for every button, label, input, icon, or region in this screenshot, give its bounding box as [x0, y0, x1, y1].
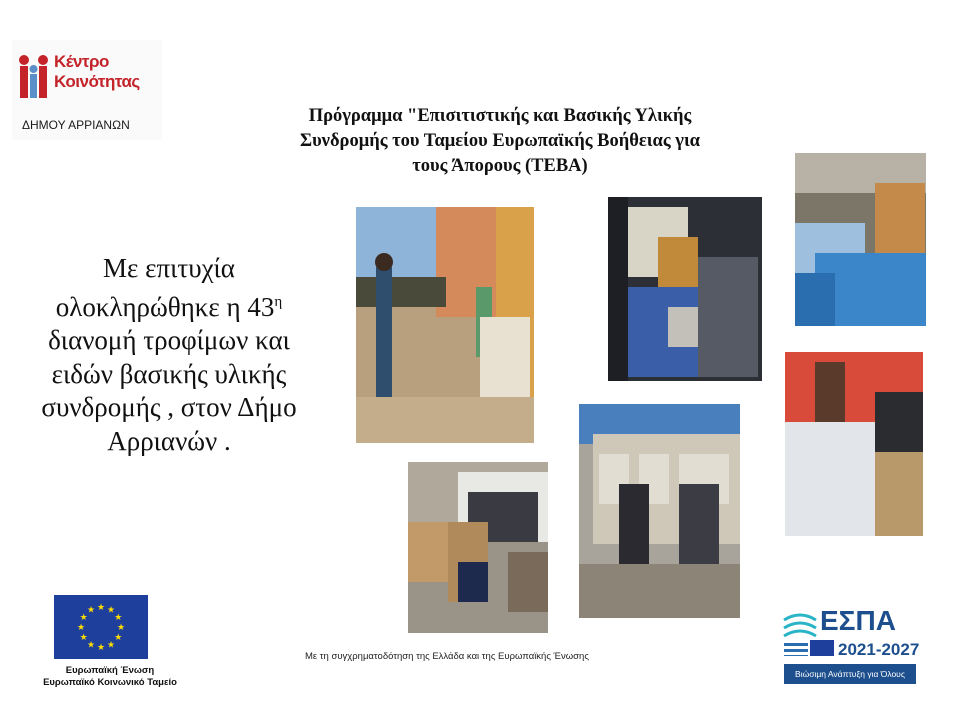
logo-line1: Κέντρο [54, 52, 109, 71]
ordinal-sup: η [274, 293, 283, 310]
photo-storage-pallets [408, 462, 548, 633]
eu-star-icon: ★ [106, 639, 116, 650]
photo-warehouse-blue-bags [795, 153, 926, 326]
eu-star-icon: ★ [79, 632, 88, 642]
eu-star-icon: ★ [114, 632, 123, 642]
eu-star-icon: ★ [86, 604, 96, 615]
kentro-koinotitas-logo [12, 40, 162, 140]
espa-slogan: Βιώσιμη Ανάπτυξη για Όλους [795, 669, 905, 679]
photo-food-bags [608, 197, 762, 381]
eu-label [10, 665, 210, 689]
title-line3: τους Άπορους (ΤΕΒΑ) [412, 156, 588, 176]
eu-star-icon: ★ [96, 602, 106, 612]
title-line1: Πρόγραμμα "Επισιτιστικής και Βασικής Υλικής [308, 106, 692, 126]
main-line6: Αρριανών . [107, 425, 231, 456]
espa-name: ΕΣΠΑ [820, 605, 896, 636]
eu-line2: Ευρωπαϊκό Κοινωνικό Ταμείο [43, 677, 177, 688]
program-title [225, 104, 775, 179]
espa-logo [780, 600, 920, 688]
eu-star-icon: ★ [86, 639, 96, 650]
main-line3: διανομή τροφίμων και [48, 325, 290, 355]
cofunding-text: Με τη συγχρηματοδότηση της Ελλάδα και της Ευρωπαϊκής Ένωσης [305, 651, 589, 662]
logo-subtitle: ΔΗΜΟΥ ΑΡΡΙΑΝΩΝ [22, 118, 130, 132]
main-line2: ολοκληρώθηκε η $43^\eta$ [55, 291, 283, 322]
photo-queue-outside [356, 207, 534, 443]
eu-star-icon: ★ [114, 612, 123, 622]
eu-star-icon: ★ [96, 642, 106, 652]
eu-star-icon: ★ [116, 622, 126, 632]
announcement-text [4, 252, 334, 458]
main-line5: συνδρομής , στον Δήμο [41, 392, 297, 422]
eu-star-icon: ★ [79, 612, 88, 622]
photo-people-building [579, 404, 740, 618]
eu-star-icon: ★ [76, 622, 86, 632]
main-line1: Με επιτυχία [103, 253, 235, 283]
photo-hall-white-bags [785, 352, 923, 536]
people-icon [18, 52, 48, 100]
title-line2: Συνδρομής του Ταμείου Ευρωπαϊκής Βοήθειας για [299, 131, 701, 151]
logo-line2: Κοινότητας [54, 72, 140, 91]
eu-star-icon: ★ [106, 604, 116, 615]
espa-years: 2021-2027 [838, 640, 920, 659]
main-line4: ειδών βασικής υλικής [51, 358, 287, 389]
eu-flag-icon [54, 595, 148, 659]
eu-line1: Ευρωπαϊκή Ένωση [65, 665, 155, 676]
